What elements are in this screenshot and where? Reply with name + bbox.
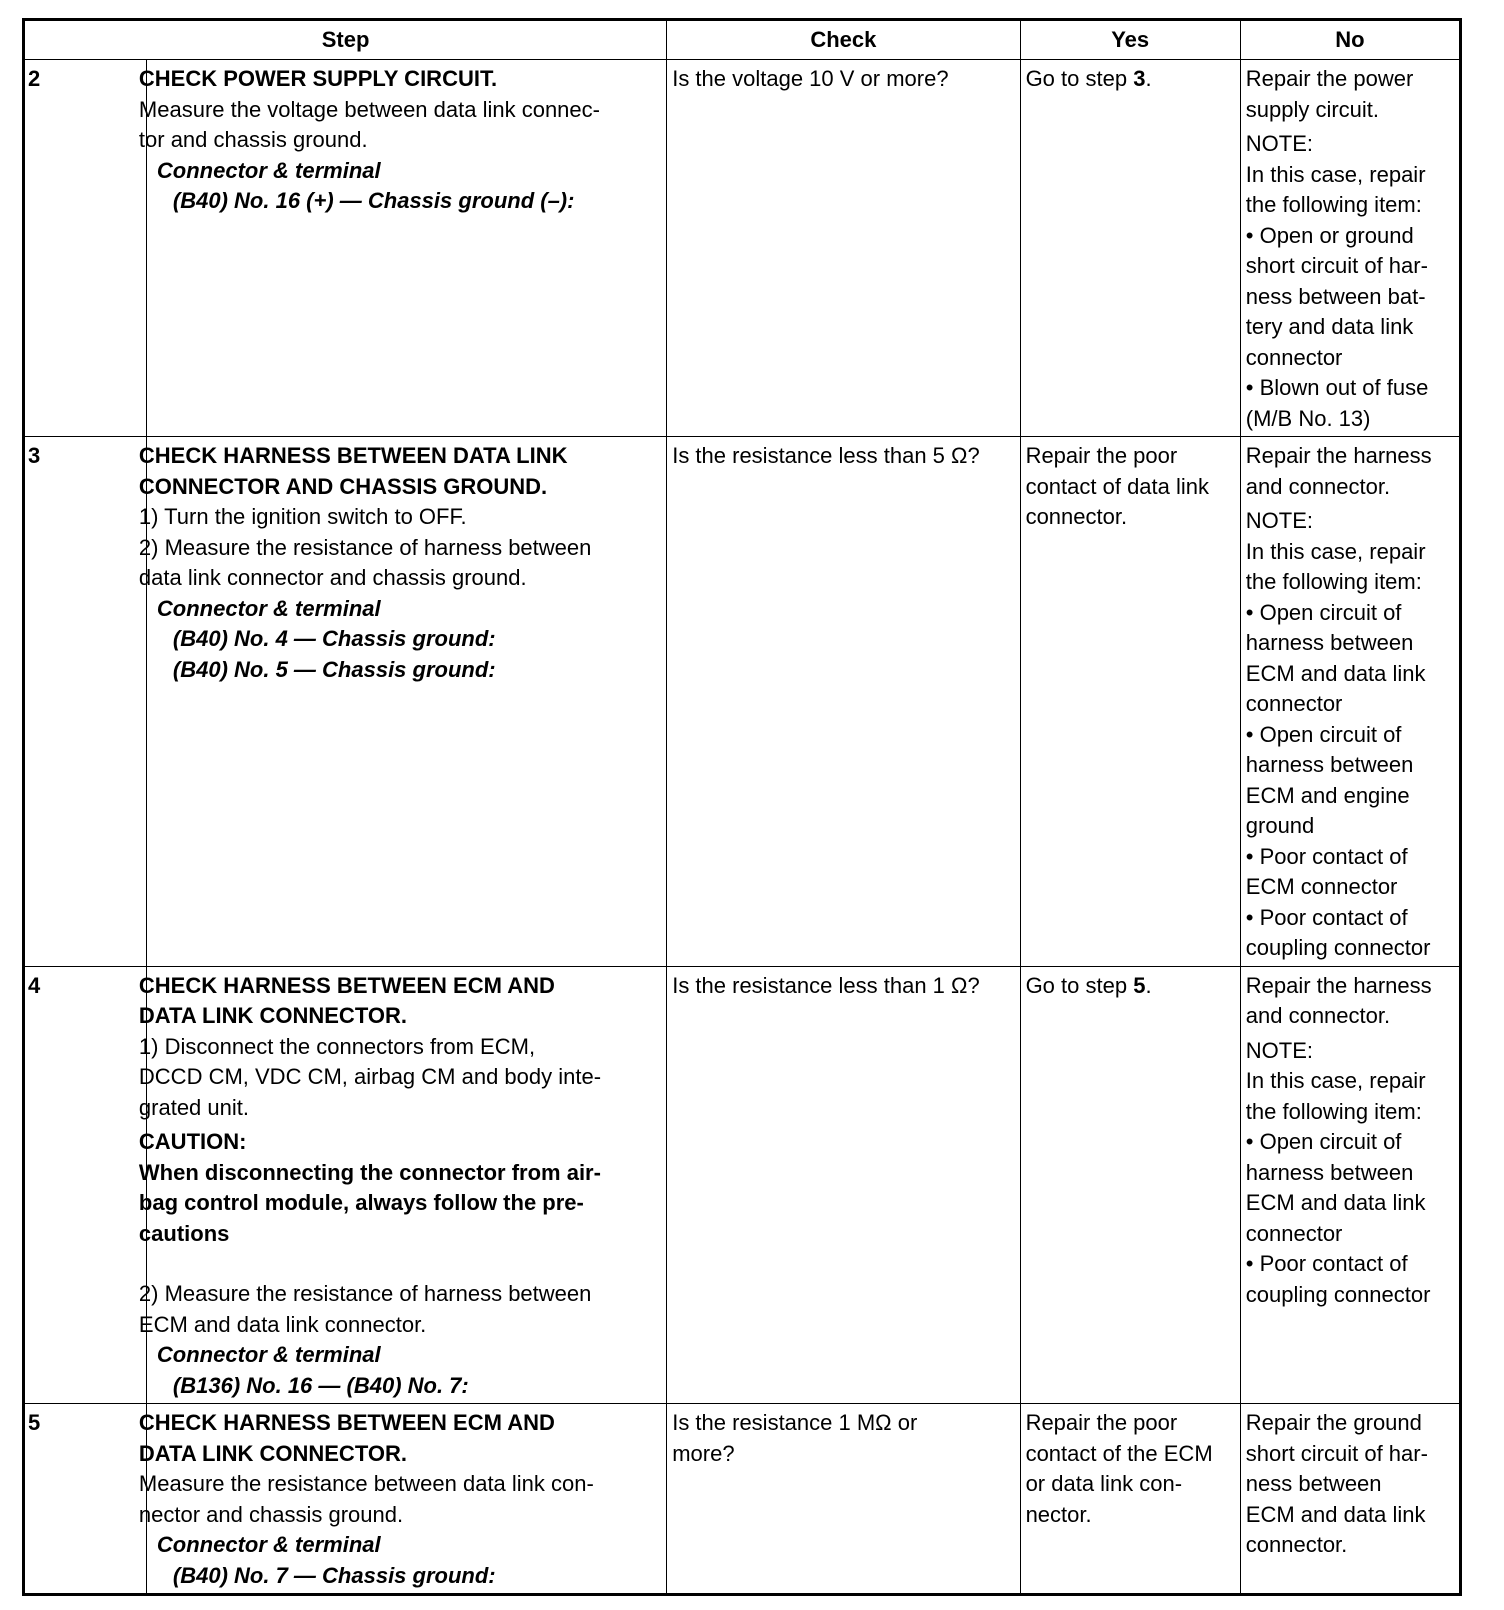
no-text: ECM and data link [1245, 1190, 1426, 1215]
yes-cell [1020, 437, 1240, 967]
step-text: tor and chassis ground. [138, 127, 368, 152]
step-text: Measure the voltage between data link connec- [138, 96, 600, 122]
step-title: CHECK POWER SUPPLY CIRCUIT. [138, 66, 498, 91]
step-text: 2) Measure the resistance of harness between [138, 1281, 592, 1306]
no-text: (M/B No. 13) [1245, 405, 1371, 431]
no-text: Repair the harness [1245, 972, 1432, 998]
header-no: No [1240, 20, 1460, 60]
no-cell [1240, 60, 1460, 437]
no-text: connector [1245, 1220, 1343, 1246]
no-text: coupling connector [1245, 935, 1431, 960]
step-text: nector and chassis ground. [138, 1501, 404, 1527]
no-text: connector [1245, 691, 1343, 716]
step-number: 5 [24, 1404, 147, 1595]
step-number: 4 [24, 966, 147, 1404]
no-text: • Poor contact of [1245, 904, 1408, 930]
connector-label: Connector & terminal [156, 1342, 381, 1367]
check-text: Is the resistance 1 MΩ or [672, 1410, 918, 1435]
no-text: Repair the ground [1245, 1410, 1422, 1435]
no-text: and connector. [1245, 1003, 1391, 1028]
no-text: • Poor contact of [1245, 1251, 1408, 1276]
header-row [24, 20, 1461, 60]
note-label: NOTE: [1245, 131, 1313, 156]
no-text: • Poor contact of [1245, 843, 1408, 869]
check-cell [667, 60, 1020, 437]
step-text: 1) Disconnect the connectors from ECM, [138, 1033, 536, 1059]
table-row [24, 966, 1461, 1404]
yes-cell [1020, 60, 1240, 437]
step-cell [138, 437, 666, 967]
step-title: CONNECTOR AND CHASSIS GROUND. [138, 473, 548, 499]
check-text: Is the resistance less than 5 Ω? [672, 443, 980, 468]
no-text: short circuit of har- [1245, 253, 1428, 278]
header-step: Step [24, 20, 667, 60]
step-title: CHECK HARNESS BETWEEN DATA LINK [138, 443, 568, 468]
step-cell [138, 966, 666, 1404]
caution-text: cautions [138, 1220, 230, 1246]
no-text: harness between [1245, 752, 1414, 777]
no-text: short circuit of har- [1245, 1440, 1428, 1466]
no-cell [1240, 1404, 1460, 1595]
yes-text: Go to step [1025, 66, 1134, 91]
step-title: CHECK HARNESS BETWEEN ECM AND [138, 1410, 555, 1435]
note-label: NOTE: [1245, 1037, 1313, 1063]
no-text: • Open circuit of [1245, 1129, 1402, 1154]
table-row [24, 60, 1461, 437]
check-text: Is the voltage 10 V or more? [672, 66, 949, 91]
no-text: ECM and engine [1245, 782, 1410, 808]
caution-text: bag control module, always follow the pre- [138, 1190, 584, 1215]
step-title: DATA LINK CONNECTOR. [138, 1003, 407, 1028]
no-text: • Open or ground [1245, 222, 1414, 248]
yes-text: Repair the poor [1025, 1410, 1178, 1435]
terminal-spec: (B40) No. 4 — Chassis ground: [172, 626, 496, 651]
diagnostic-table [22, 18, 1462, 1596]
table-row [24, 437, 1461, 967]
no-text: ness between [1245, 1471, 1382, 1496]
yes-text: Repair the poor [1025, 443, 1178, 468]
no-text: ECM and data link [1245, 1501, 1426, 1527]
no-text: • Open circuit of [1245, 721, 1402, 747]
no-text: tery and data link [1245, 314, 1414, 339]
no-text: ground [1245, 813, 1315, 838]
step-title: DATA LINK CONNECTOR. [138, 1440, 407, 1466]
check-cell [667, 966, 1020, 1404]
no-text: • Open circuit of [1245, 599, 1402, 625]
yes-cell [1020, 966, 1240, 1404]
no-text: In this case, repair [1245, 1068, 1426, 1093]
connector-label: Connector & terminal [156, 595, 381, 621]
terminal-spec: (B40) No. 5 — Chassis ground: [172, 656, 496, 682]
step-cell [138, 60, 666, 437]
yes-step-link[interactable]: 3 [1133, 66, 1146, 91]
yes-text: nector. [1025, 1501, 1092, 1527]
no-text: ness between bat- [1245, 283, 1426, 309]
caution-label: CAUTION: [138, 1129, 247, 1154]
step-text: 2) Measure the resistance of harness between [138, 534, 592, 560]
no-text: harness between [1245, 1159, 1414, 1185]
check-text: more? [672, 1440, 735, 1466]
no-text: supply circuit. [1245, 96, 1380, 122]
terminal-spec: (B136) No. 16 — (B40) No. 7: [172, 1372, 469, 1398]
header-check: Check [667, 20, 1020, 60]
step-text: grated unit. [138, 1094, 249, 1120]
check-cell [667, 437, 1020, 967]
yes-text: contact of data link [1025, 473, 1210, 499]
step-text: data link connector and chassis ground. [138, 565, 527, 590]
no-text: and connector. [1245, 473, 1391, 499]
no-text: connector [1245, 344, 1343, 370]
no-cell [1240, 966, 1460, 1404]
step-text: DCCD CM, VDC CM, airbag CM and body inte- [138, 1064, 602, 1089]
caution-text: When disconnecting the connector from air- [138, 1159, 601, 1185]
no-text: ECM and data link [1245, 660, 1426, 686]
connector-label: Connector & terminal [156, 1532, 381, 1557]
step-text: 1) Turn the ignition switch to OFF. [138, 504, 467, 529]
yes-text: Go to step [1025, 972, 1134, 998]
no-text: coupling connector [1245, 1281, 1431, 1307]
note-label: NOTE: [1245, 508, 1313, 533]
step-number: 3 [24, 437, 147, 967]
header-yes: Yes [1020, 20, 1240, 60]
step-text: Measure the resistance between data link con- [138, 1471, 594, 1496]
no-text: connector. [1245, 1532, 1348, 1557]
no-text: the following item: [1245, 192, 1422, 217]
yes-step-link[interactable]: 5 [1133, 972, 1146, 998]
check-text: Is the resistance less than 1 Ω? [672, 972, 980, 998]
no-text: Repair the harness [1245, 443, 1432, 468]
step-cell [138, 1404, 666, 1595]
no-text: the following item: [1245, 1098, 1422, 1124]
yes-text: or data link con- [1025, 1471, 1183, 1496]
step-text: ECM and data link connector. [138, 1311, 427, 1337]
no-text: Repair the power [1245, 66, 1414, 91]
check-cell [667, 1404, 1020, 1595]
terminal-spec: (B40) No. 16 (+) — Chassis ground (–): [172, 188, 575, 213]
terminal-spec: (B40) No. 7 — Chassis ground: [172, 1562, 496, 1588]
no-text: In this case, repair [1245, 161, 1426, 187]
yes-text: contact of the ECM [1025, 1440, 1213, 1466]
yes-text: connector. [1025, 504, 1128, 529]
no-text: • Blown out of fuse [1245, 375, 1429, 400]
step-title: CHECK HARNESS BETWEEN ECM AND [138, 972, 555, 998]
connector-label: Connector & terminal [156, 157, 381, 183]
no-text: In this case, repair [1245, 538, 1426, 564]
yes-cell [1020, 1404, 1240, 1595]
no-cell [1240, 437, 1460, 967]
yes-suffix: . [1145, 972, 1152, 998]
table-row [24, 1404, 1461, 1595]
no-text: ECM connector [1245, 874, 1398, 899]
no-text: harness between [1245, 630, 1414, 655]
yes-suffix: . [1145, 66, 1152, 91]
no-text: the following item: [1245, 569, 1422, 594]
step-number: 2 [24, 60, 147, 437]
